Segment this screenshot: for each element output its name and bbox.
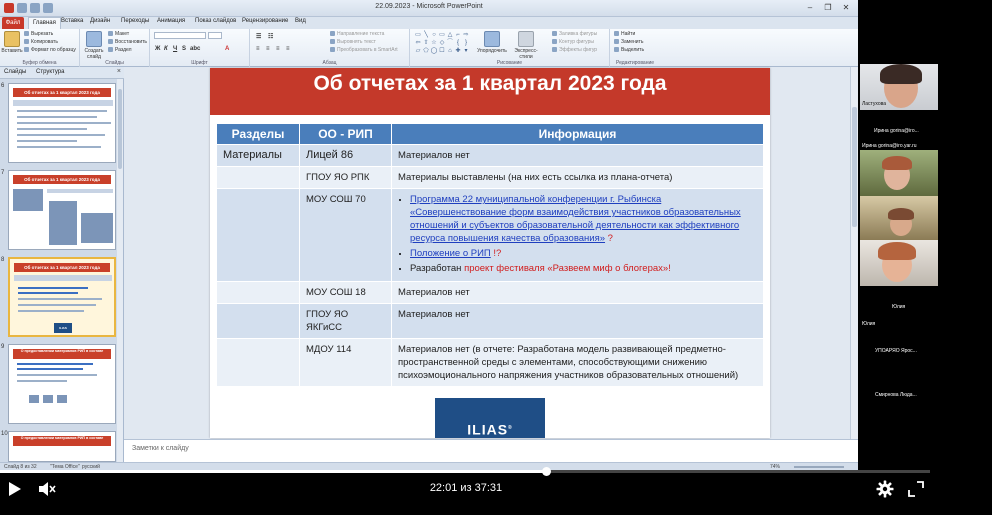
slide-counter: Слайд 8 из 32 [4, 464, 37, 470]
reset-button[interactable]: Восстановить [108, 39, 147, 45]
align-text-button[interactable]: Выровнять текст [330, 39, 376, 45]
justify-icon[interactable]: ≡ [286, 46, 290, 52]
clipboard-group [0, 29, 80, 67]
align-right-icon[interactable]: ≡ [276, 46, 280, 52]
slide-number: 6 [1, 83, 5, 89]
thumbnail-table-header [14, 275, 112, 281]
thumbnail-line [18, 298, 102, 300]
section-cell [217, 304, 300, 339]
progress-fill [0, 470, 546, 473]
org-cell: ГПОУ ЯО ЯКГиСС [300, 304, 392, 339]
status-bar [0, 462, 858, 470]
developed-label: Разработан [410, 263, 462, 274]
org-cell: Лицей 86 [300, 145, 392, 167]
progress-knob[interactable] [542, 467, 551, 476]
layout-button[interactable]: Макет [108, 31, 129, 37]
font-size-combo[interactable] [208, 32, 222, 39]
slide-thumbnail[interactable] [8, 170, 116, 250]
tab-view[interactable]: Вид [295, 18, 306, 24]
thumbnail-image [13, 189, 43, 211]
slide-number: 9 [1, 344, 5, 350]
tab-review[interactable]: Рецензирование [242, 18, 289, 24]
editing-group-label: Редактирование [615, 60, 655, 66]
thumbnail-title: О предоставлении материалов РИП в составе [13, 349, 111, 359]
section-cell [217, 189, 300, 282]
info-cell: Материалов нет [392, 304, 764, 339]
tab-file[interactable]: Файл [2, 17, 24, 29]
org-cell: МОУ СОШ 70 [300, 189, 392, 282]
paste-icon[interactable] [4, 31, 20, 47]
minimize-button[interactable]: – [807, 3, 813, 12]
thumbnail-title: Об отчетах за 1 квартал 2023 года [14, 263, 110, 272]
new-slide-label[interactable]: Создать слайд [84, 48, 104, 60]
font-family-combo[interactable] [154, 32, 206, 39]
numbering-icon[interactable]: ☷ [268, 34, 274, 40]
slide-thumbnail-selected[interactable] [8, 257, 116, 337]
table-row [217, 167, 764, 189]
paragraph-group-label: Абзац [322, 60, 337, 66]
slides-panel [0, 67, 124, 462]
bold-button[interactable]: Ж [155, 46, 161, 52]
exclaim-mark: ! [668, 263, 671, 274]
thumbnail-line [17, 134, 105, 136]
maximize-button[interactable]: ❐ [824, 3, 832, 12]
shape-outline-button[interactable]: Контур фигуры [552, 39, 594, 45]
italic-button[interactable]: К [164, 46, 168, 52]
table-row [217, 145, 764, 167]
smartart-button[interactable]: Преобразовать в SmartArt [330, 47, 398, 53]
participant-name: Ирина gorina@iro.yar.ru [862, 143, 917, 149]
format-painter-button[interactable]: Формат по образцу [24, 47, 76, 53]
window-controls [802, 2, 854, 14]
text-direction-button[interactable]: Направление текста [330, 31, 384, 37]
shadow-button[interactable]: S [182, 46, 187, 52]
slide-thumbnail[interactable] [8, 83, 116, 163]
slide[interactable] [210, 68, 770, 438]
slides-group-label: Слайды [105, 60, 124, 66]
thumbnail-link-line [17, 368, 83, 370]
window-title: 22.09.2023 - Microsoft PowerPoint [375, 3, 483, 10]
thumbnail-line [47, 189, 113, 193]
info-cell: Материалов нет [392, 145, 764, 167]
thumbnail-line [17, 122, 111, 124]
participant-name: Ластухова [862, 101, 887, 107]
reports-table[interactable] [216, 123, 764, 387]
bullet-item [410, 262, 757, 275]
paragraph-group [250, 29, 410, 67]
column-header-sections: Разделы [217, 124, 300, 145]
thumbnail-line [17, 110, 107, 112]
notes-placeholder[interactable]: Заметки к слайду [132, 445, 189, 452]
participant-name: Юлия [892, 304, 906, 310]
panel-close-icon[interactable]: × [116, 68, 121, 75]
play-icon[interactable] [8, 481, 22, 497]
slide-number: 8 [1, 257, 5, 263]
tab-slides[interactable]: Слайды [4, 69, 27, 75]
thumbnail-line [17, 146, 101, 148]
info-cell: Материалы выставлены (на них есть ссылка из плана-отчета) [392, 167, 764, 189]
slides-panel-scrollbar[interactable] [117, 79, 123, 462]
thumbnail-line [17, 140, 77, 142]
exclaim-question-mark: !? [493, 248, 502, 259]
tab-transitions[interactable]: Переходы [121, 18, 150, 24]
column-header-info: Информация [392, 124, 764, 145]
section-button[interactable]: Раздел [108, 47, 132, 53]
slide-number: 7 [1, 170, 5, 176]
slide-thumbnail[interactable] [8, 431, 116, 462]
clipboard-group-label: Буфер обмена [22, 60, 57, 66]
rip-regulation-link[interactable]: Положение о РИП [410, 248, 491, 259]
registered-mark: ® [508, 425, 513, 431]
progress-bar[interactable] [0, 470, 930, 473]
participant-tile[interactable] [860, 150, 938, 196]
gear-icon[interactable] [876, 480, 894, 498]
participant-name: Юлия [862, 321, 876, 327]
thumbnail-line [18, 310, 84, 312]
shape-fill-button[interactable]: Заливка фигуры [552, 31, 597, 37]
copy-button[interactable]: Копировать [24, 39, 58, 45]
zoom-slider[interactable] [794, 466, 844, 468]
ribbon [0, 29, 858, 67]
thumbnail-line [17, 128, 87, 130]
tab-slideshow[interactable]: Показ слайдов [195, 18, 237, 24]
ilias-logo [435, 398, 545, 438]
thumbnail-line [17, 380, 67, 382]
info-cell: Материалов нет [392, 282, 764, 304]
close-button[interactable]: ✕ [842, 3, 850, 12]
thumbnail-link-line [17, 363, 93, 365]
thumbnail-line [17, 374, 97, 376]
tab-insert[interactable]: Вставка [61, 18, 84, 24]
align-center-icon[interactable]: ≡ [266, 46, 270, 52]
table-row [217, 339, 764, 387]
thumbnail-image [29, 395, 39, 403]
section-cell [217, 339, 300, 387]
quick-styles-label[interactable]: Экспресс-стили [514, 48, 538, 60]
editing-group [610, 29, 660, 67]
bullets-icon[interactable]: ☰ [256, 34, 262, 40]
tab-design[interactable]: Дизайн [90, 18, 111, 24]
slide-number: 10 [1, 431, 8, 437]
canvas-scrollbar[interactable] [850, 67, 858, 439]
column-header-org: ОО - РИП [300, 124, 392, 145]
font-group-label: Шрифт [191, 60, 208, 66]
cut-button[interactable]: Вырезать [24, 31, 53, 37]
drawing-group-label: Рисование [496, 60, 523, 66]
thumbnail-title: О предоставлении материалов РИП в составе [13, 436, 111, 446]
thumbnail-image [81, 213, 113, 243]
thumbnail-line [17, 116, 97, 118]
table-row [217, 282, 764, 304]
thumbnail-line [18, 304, 96, 306]
playback-time: 22:01 из 37:31 [429, 482, 503, 494]
fullscreen-icon[interactable] [908, 481, 924, 497]
arrange-icon[interactable] [484, 31, 500, 47]
participant-name: Ирина gorina@iro... [874, 128, 919, 134]
quick-styles-icon[interactable] [518, 31, 534, 47]
section-cell: Материалы [217, 145, 300, 167]
participant-name: УПОАРЯО Ярос... [875, 348, 917, 354]
info-cell: Материалов нет (в отчете: Разработана модель развивающей предметно-пространственной среды с элементами, способствующими снижению психоэмоционального напряжения участников образовательных отношений) [392, 339, 764, 387]
bullet-item [410, 193, 757, 245]
notes-pane[interactable] [124, 439, 858, 462]
replace-button[interactable]: Заменить [614, 39, 643, 45]
align-left-icon[interactable]: ≡ [256, 46, 260, 52]
select-button[interactable]: Выделить [614, 47, 644, 53]
org-cell: МДОУ 114 [300, 339, 392, 387]
info-bullets [398, 193, 757, 275]
question-mark: ? [607, 233, 613, 244]
table-header-row [217, 124, 764, 145]
font-group [150, 29, 250, 67]
tab-home[interactable]: Главная [28, 17, 61, 29]
zoom-level[interactable]: 74% [770, 464, 781, 470]
language[interactable]: русский [82, 464, 100, 470]
thumbnail-link-line [18, 292, 78, 294]
festival-project-text: проект фестиваля «Развеем миф о блогерах» [464, 263, 669, 274]
section-cell [217, 282, 300, 304]
thumbnail-link-line [18, 287, 88, 289]
thumbnail-title: Об отчетах за 1 квартал 2023 года [13, 88, 111, 97]
section-cell [217, 167, 300, 189]
thumbnail-table-header [13, 100, 113, 106]
ilias-logo-text: ILIAS [467, 421, 509, 438]
shapes-gallery[interactable]: ▭ ╲ ○ ▭ △ ⌐ ⇨ ⇦ ⇧ ☆ ◇ ⌒ { } ▱ ⬠ ◯ ☐ ⌂ ✚ ▾ [415, 32, 469, 54]
org-cell: ГПОУ ЯО РПК [300, 167, 392, 189]
underline-button[interactable]: Ч [173, 46, 178, 52]
mute-icon[interactable] [38, 481, 56, 497]
slides-panel-tabs [0, 67, 124, 79]
strikethrough-button[interactable]: abc [190, 46, 201, 52]
arrange-label[interactable]: Упорядочить [477, 48, 507, 54]
theme-name: "Тема Office" [50, 464, 80, 470]
info-cell [392, 189, 764, 282]
participant-name: Смирнова Люда... [875, 392, 917, 398]
thumbnail-image [43, 395, 53, 403]
ribbon-tabs [0, 17, 858, 29]
thumbnail-title: Об отчетах за 1 квартал 2023 года [13, 175, 111, 184]
thumbnail-logo: ILIAS [54, 323, 72, 333]
thumbnail-image [49, 201, 77, 245]
new-slide-icon[interactable] [86, 31, 102, 47]
shape-effects-button[interactable]: Эффекты фигур [552, 47, 597, 53]
conference-program-link[interactable]: Программа 22 муниципальной конференции г. Рыбинска «Совершенствование форм взаимодействия участников образовательных отношений и субъектов образовательной деятельности как эффективного ресурса повышения качества образования» [410, 194, 741, 244]
tab-animation[interactable]: Анимация [157, 18, 186, 24]
participant-tile[interactable] [860, 64, 938, 110]
bullet-item [410, 247, 757, 260]
find-button[interactable]: Найти [614, 31, 635, 37]
title-bar [0, 0, 858, 17]
tab-outline[interactable]: Структура [36, 69, 65, 75]
thumbnail-image [57, 395, 67, 403]
slide-title[interactable]: Об отчетах за 1 квартал 2023 года [313, 72, 667, 95]
org-cell: МОУ СОШ 18 [300, 282, 392, 304]
font-color-button[interactable]: A [225, 46, 230, 52]
paste-label[interactable]: Вставить [1, 48, 23, 54]
slides-group [80, 29, 150, 67]
participant-tile[interactable] [860, 240, 938, 286]
table-row [217, 189, 764, 282]
table-row [217, 304, 764, 339]
slide-thumbnail[interactable] [8, 344, 116, 424]
participant-tile[interactable] [860, 196, 938, 240]
